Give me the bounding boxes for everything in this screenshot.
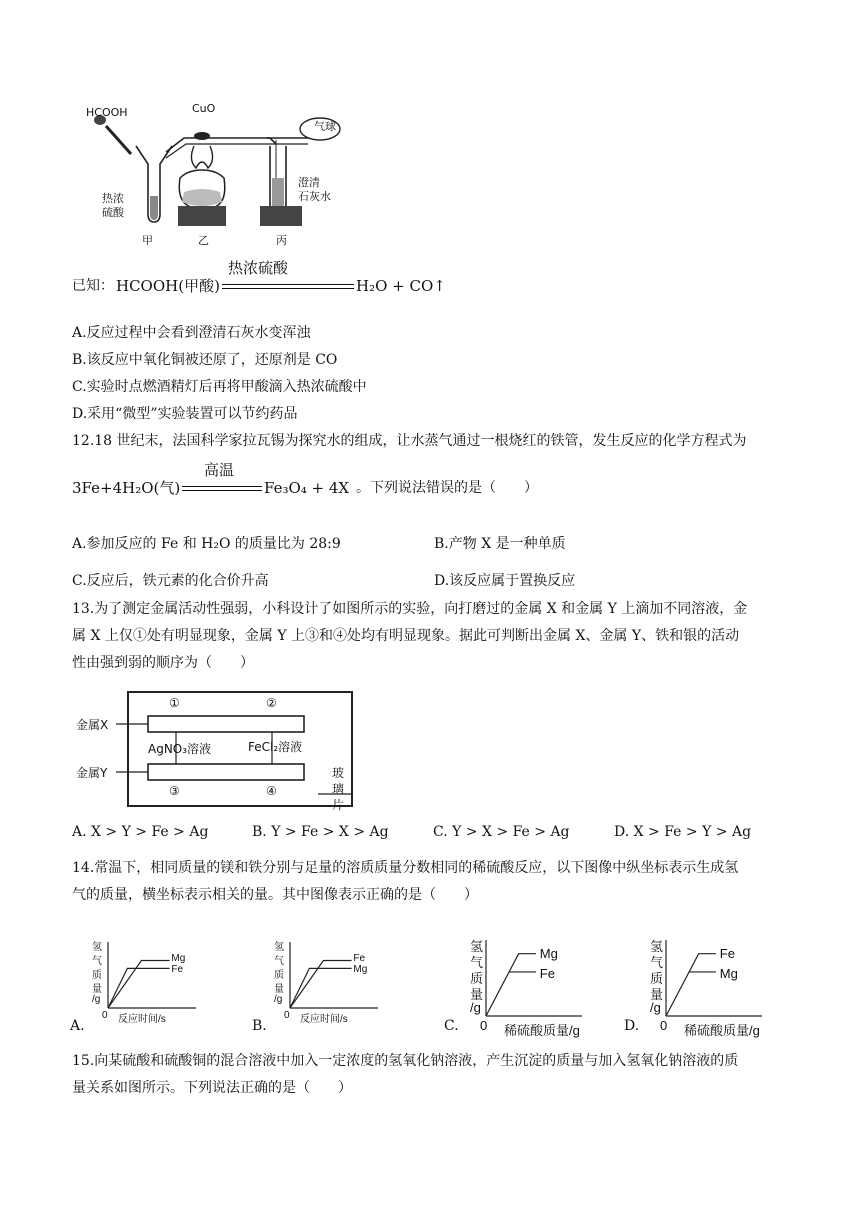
fecl2-label: FeCl₂溶液	[248, 740, 303, 754]
origin-label: 0	[102, 1010, 108, 1021]
y-axis-label-char: 气	[470, 955, 484, 970]
q12-eq-left: 3Fe+4H₂O(气)	[72, 479, 181, 497]
label-jia: 甲	[142, 234, 153, 247]
q14-stem-line-2: 气的质量，横坐标表示相关的量。其中图像表示正确的是（ ）	[72, 887, 478, 903]
agno3-label: AgNO₃溶液	[148, 742, 212, 756]
series-label-bottom: Mg	[353, 964, 368, 976]
origin-label: 0	[660, 1018, 668, 1033]
y-axis-label-char: 氢	[274, 942, 284, 953]
series-label-top: Fe	[719, 945, 735, 961]
series-label-bottom: Mg	[719, 965, 738, 981]
q12-equation	[72, 460, 572, 500]
q12-eq-right: Fe₃O₄ + 4X	[264, 479, 350, 497]
series-label-bottom: Fe	[539, 965, 555, 981]
apparatus-figure	[76, 96, 346, 248]
x-axis-label: 反应时间/s	[300, 1014, 348, 1025]
y-axis-label-char: 氢	[650, 939, 664, 954]
hcooh-label: HCOOH	[86, 106, 128, 119]
q14-stem-line-1: 14.常温下，相同质量的镁和铁分别与足量的溶质质量分数相同的稀硫酸反应，以下图像中纵坐标表示生成氢	[72, 860, 739, 876]
q14-chart-b	[250, 924, 420, 1038]
mark-3: ③	[169, 784, 180, 798]
q14-chart-c	[442, 924, 612, 1038]
cuo-label: CuO	[192, 102, 216, 115]
y-axis-label-char: 量	[92, 984, 102, 995]
curve-bottom	[290, 968, 352, 1008]
series-label-top: Mg	[171, 953, 186, 965]
q12-option-d: D.该反应属于置换反应	[434, 573, 576, 589]
limewater-label-2: 石灰水	[298, 190, 331, 203]
eq-reactant: HCOOH(甲酸)	[116, 277, 220, 295]
q12-stem: 12.18 世纪末，法国科学家拉瓦锡为探究水的组成，让水蒸气通过一根烧红的铁管，发生反应的化学方程式为	[72, 433, 747, 449]
mark-2: ②	[266, 696, 277, 710]
metal-x-label: 金属X	[76, 718, 109, 732]
y-axis-label-char: 质	[650, 971, 664, 986]
limewater-label-1: 澄清	[298, 176, 320, 189]
q12-option-b: B.产物 X 是一种单质	[434, 536, 566, 552]
y-axis-label-char: 质	[470, 971, 484, 986]
y-axis-label-char: 量	[274, 984, 284, 995]
q12-option-a: A.参加反应的 Fe 和 H₂O 的质量比为 28:9	[72, 536, 341, 552]
curve-bottom	[108, 968, 170, 1008]
series-label-top: Fe	[353, 953, 366, 965]
series-label-top: Mg	[539, 945, 558, 961]
q14-chart-d	[622, 924, 792, 1038]
q14-chart-a	[68, 924, 238, 1038]
eq-double-line	[222, 284, 354, 289]
x-axis-label: 反应时间/s	[118, 1014, 166, 1025]
q13-stem-line-2: 属 X 上仅①处有明显现象，金属 Y 上③和④处均有明显现象。据此可判断出金属 X、金属 Y、铁和银的活动	[72, 628, 740, 644]
mark-4: ④	[266, 784, 277, 798]
q11-option-c: C.实验时点燃酒精灯后再将甲酸滴入热浓硫酸中	[72, 379, 367, 395]
known-prefix: 已知：	[72, 278, 114, 294]
y-axis-label-char: /g	[470, 1000, 481, 1015]
y-axis-label-char: 氢	[92, 942, 102, 953]
q13-option-d: D. X > Fe > Y > Ag	[614, 824, 752, 840]
q13-option-c: C. Y > X > Fe > Ag	[433, 824, 570, 840]
y-axis-label-char: 量	[470, 987, 484, 1002]
origin-label: 0	[284, 1010, 290, 1021]
eq-product: H₂O + CO↑	[356, 277, 446, 295]
label-bing: 丙	[276, 234, 287, 247]
curve-top	[290, 960, 352, 1008]
glass-label-2: 璃	[332, 782, 345, 796]
y-axis-label-char: 质	[274, 970, 284, 981]
q13-drawing	[72, 690, 362, 812]
chart-letter: A.	[70, 1018, 85, 1034]
known-equation	[72, 258, 472, 298]
y-axis-label-char: /g	[92, 994, 101, 1005]
q11-option-d: D.采用“微型”实验装置可以节约药品	[72, 406, 298, 422]
y-axis-label-char: 量	[650, 987, 664, 1002]
q13-option-a: A. X > Y > Fe > Ag	[72, 824, 209, 840]
q13-figure	[72, 690, 362, 812]
eq-condition: 热浓硫酸	[228, 259, 289, 277]
chart-letter: B.	[252, 1018, 267, 1034]
metal-y-label: 金属Y	[76, 766, 108, 780]
q12-eq-double-line	[182, 486, 262, 491]
y-axis-label-char: 质	[92, 970, 102, 981]
label-yi: 乙	[198, 234, 209, 247]
hot-acid-label-1: 热浓	[102, 192, 124, 205]
mark-1: ①	[169, 696, 180, 710]
curve-top	[666, 954, 716, 1016]
q12-eq-condition: 高温	[204, 461, 235, 479]
q13-option-b: B. Y > Fe > X > Ag	[252, 824, 389, 840]
q11-option-a: A.反应过程中会看到澄清石灰水变浑浊	[72, 325, 311, 341]
hot-acid-label-2: 硫酸	[102, 206, 124, 219]
chart-letter: D.	[624, 1018, 640, 1034]
q12-option-c: C.反应后，铁元素的化合价升高	[72, 573, 269, 589]
glass-label-1: 玻	[332, 766, 345, 780]
q11-option-b: B.该反应中氧化铜被还原了，还原剂是 CO	[72, 352, 338, 368]
chart-letter: C.	[444, 1018, 459, 1034]
glass-label-3: 片	[332, 798, 345, 812]
q14-charts	[68, 924, 788, 1038]
q13-stem-line-1: 13.为了测定金属活动性强弱，小科设计了如图所示的实验，向打磨过的金属 X 和金属 Y 上滴加不同溶液，金	[72, 601, 748, 617]
x-axis-label: 稀硫酸质量/g	[504, 1023, 580, 1038]
curve-top	[108, 960, 170, 1008]
origin-label: 0	[480, 1018, 488, 1033]
q15-stem-line-2: 量关系如图所示。下列说法正确的是（ ）	[72, 1080, 352, 1096]
y-axis-label-char: 气	[274, 956, 284, 967]
q13-stem-line-3: 性由强到弱的顺序为（ ）	[72, 655, 254, 671]
y-axis-label-char: 气	[92, 956, 102, 967]
y-axis-label-char: /g	[274, 994, 283, 1005]
series-label-bottom: Fe	[171, 964, 184, 976]
x-axis-label: 稀硫酸质量/g	[684, 1023, 760, 1038]
y-axis-label-char: /g	[650, 1000, 661, 1015]
balloon-label: 气球	[314, 120, 336, 133]
y-axis-label-char: 气	[650, 955, 664, 970]
curve-top	[486, 954, 536, 1016]
q12-eq-tail: 。下列说法错误的是（ ）	[356, 480, 538, 496]
q15-stem-line-1: 15.向某硫酸和硫酸铜的混合溶液中加入一定浓度的氢氧化钠溶液，产生沉淀的质量与加入氢氧化钠溶液的质	[72, 1053, 739, 1069]
y-axis-label-char: 氢	[470, 939, 484, 954]
